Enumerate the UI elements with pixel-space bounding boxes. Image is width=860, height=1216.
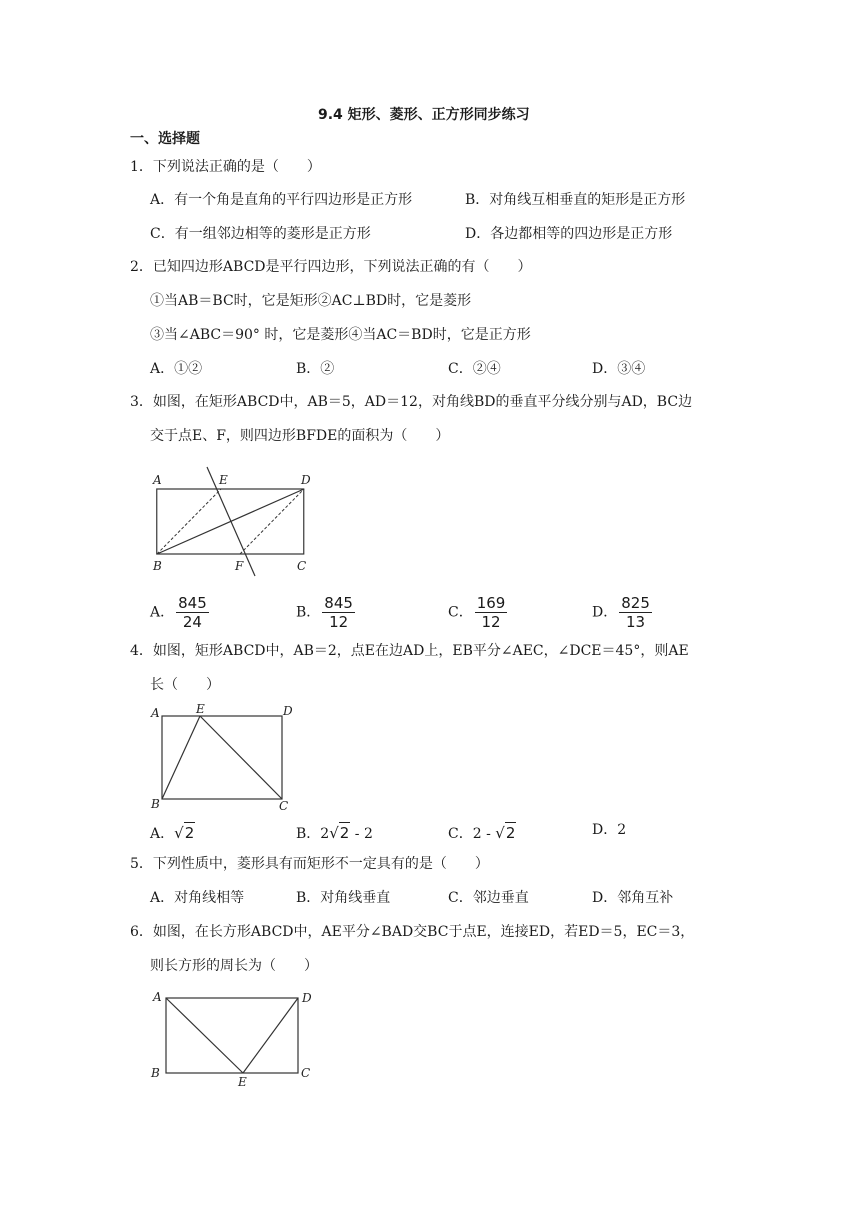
q1-option-c: C．有一组邻边相等的菱形是正方形 (150, 226, 371, 242)
q4-option-c: C．2 - √ 2 (448, 824, 516, 842)
page-title: 9.4 矩形、菱形、正方形同步练习 (318, 107, 530, 123)
q3-option-d: D． $\frac{825}{13}$ (592, 594, 650, 631)
q2-statement-1: ①当AB＝BC时，它是矩形②AC⊥BD时，它是菱形 (150, 293, 472, 309)
q6-stem-line2: 则长方形的周长为（ ） (150, 958, 318, 974)
q6-label-d: D (302, 991, 312, 1005)
q3-option-c: C． $\frac{169}{12}$ (448, 594, 506, 631)
q4-segment-ec (200, 716, 282, 799)
q3-perpendicular-bisector (207, 467, 255, 576)
q3-option-b: B． $\frac{845}{12}$ (296, 594, 353, 631)
q4-option-a: A．√ 2 (150, 824, 195, 842)
q3-option-a: A． $\frac{845}{24}$ (150, 594, 207, 631)
q4-rectangle-abcd (162, 716, 282, 799)
q3-label-f: F (235, 559, 244, 573)
q5-option-d: D．邻角互补 (592, 890, 674, 906)
q5-option-c: C．邻边垂直 (448, 890, 529, 906)
q6-segment-ae (166, 998, 243, 1073)
q2-stem: 2．已知四边形ABCD是平行四边形，下列说法正确的有（ ） (130, 259, 532, 275)
q5-option-b: B．对角线垂直 (296, 890, 391, 906)
q4-option-b: B．2√ 2 - 2 (296, 824, 373, 842)
q4-figure (145, 702, 305, 812)
q6-figure (145, 985, 325, 1090)
q4-segment-eb (162, 716, 200, 799)
q3-label-b: B (153, 559, 162, 573)
q4-stem-line1: 4．如图，矩形ABCD中，AB＝2，点E在边AD上，EB平分∠AEC，∠DCE＝45°，则AE (130, 643, 689, 659)
q2-statement-2: ③当∠ABC＝90° 时，它是菱形④当AC＝BD时，它是正方形 (150, 327, 531, 343)
q6-label-c: C (301, 1066, 311, 1080)
q4-label-e: E (196, 702, 205, 716)
q6-label-b: B (151, 1066, 160, 1080)
q1-option-b: B．对角线互相垂直的矩形是正方形 (465, 192, 686, 208)
q2-option-d: D．③④ (592, 361, 646, 377)
q1-option-a: A．有一个角是直角的平行四边形是正方形 (150, 192, 413, 208)
q3-label-d: D (301, 473, 311, 487)
q4-label-b: B (151, 797, 160, 811)
q3-stem-line2: 交于点E、F，则四边形BFDE的面积为（ ） (150, 428, 450, 444)
q3-segment-fd (240, 489, 304, 554)
q2-option-a: A．①② (150, 361, 203, 377)
q3-label-e: E (219, 473, 228, 487)
q1-stem: 1．下列说法正确的是（ ） (130, 159, 321, 175)
q2-option-b: B．② (296, 361, 335, 377)
q3-figure (145, 462, 311, 580)
q6-label-e: E (238, 1075, 247, 1089)
q6-label-a: A (153, 990, 162, 1004)
q6-stem-line1: 6．如图，在长方形ABCD中，AE平分∠BAD交BC于点E，连接ED，若ED＝5，EC＝3， (130, 924, 695, 940)
q3-stem-line1: 3．如图，在矩形ABCD中，AB＝5，AD＝12，对角线BD的垂直平分线分别与AD，BC边 (130, 394, 693, 410)
q3-label-c: C (297, 559, 307, 573)
q4-label-a: A (151, 706, 160, 720)
q3-segment-be (157, 489, 221, 554)
q4-label-c: C (279, 799, 289, 813)
q5-stem: 5．下列性质中，菱形具有而矩形不一定具有的是（ ） (130, 856, 489, 872)
q5-option-a: A．对角线相等 (150, 890, 245, 906)
q4-label-d: D (283, 704, 293, 718)
q6-segment-ed (243, 998, 298, 1073)
q2-option-c: C．②④ (448, 361, 501, 377)
section-heading: 一、选择题 (130, 131, 200, 147)
q3-label-a: A (153, 473, 162, 487)
q1-option-d: D．各边都相等的四边形是正方形 (465, 226, 673, 242)
q4-option-d: D．2 (592, 822, 627, 838)
q4-stem-line2: 长（ ） (150, 677, 220, 693)
